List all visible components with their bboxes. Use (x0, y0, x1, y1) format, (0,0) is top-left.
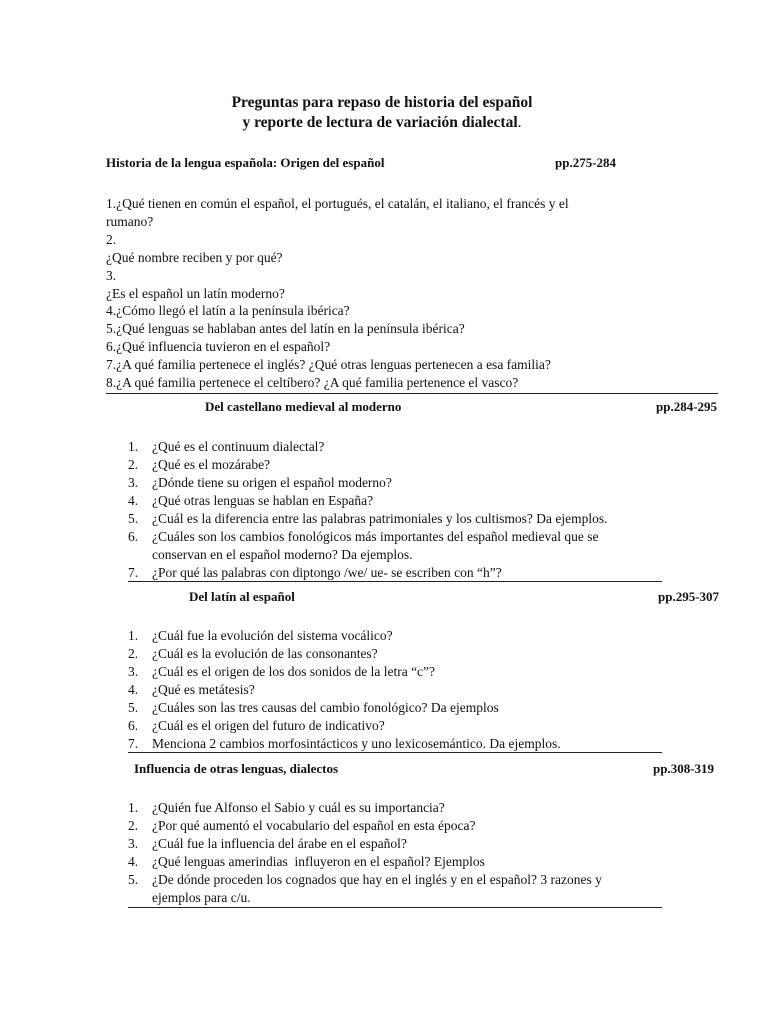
list-item (128, 853, 485, 871)
section-1-heading: Historia de la lengua española: Origen del español (106, 155, 385, 170)
list-item-number: 7. (128, 736, 139, 751)
list-item (128, 835, 407, 853)
list-item-text: ¿Cuál fue la influencia del árabe en el español? (152, 836, 407, 851)
list-item-text: ¿Cuál es el origen de los dos sonidos de la letra “c”? (152, 664, 436, 679)
list-item (128, 717, 385, 735)
list-item-number: 5. (128, 511, 139, 526)
section-1-line: rumano? (106, 214, 154, 229)
section-1-line: ¿Qué nombre reciben y por qué? (106, 250, 283, 265)
list-item-number: 3. (128, 475, 139, 490)
section-1-line: ¿Es el español un latín moderno? (106, 286, 285, 301)
list-item-number: 6. (128, 529, 139, 544)
list-item-number: 1. (128, 439, 139, 454)
list-item (128, 699, 499, 717)
list-item-number: 3. (128, 664, 139, 679)
list-item-text: ¿Por qué aumentó el vocabulario del español en esta época? (152, 818, 476, 833)
list-item-text: ¿Qué es el continuum dialectal? (152, 439, 325, 454)
section-1-line: 1.¿Qué tienen en común el español, el portugués, el catalán, el italiano, el francés y el (106, 196, 569, 211)
list-item (128, 735, 561, 753)
list-item-text: ¿Cuál es la evolución de las consonantes? (152, 646, 378, 661)
section-1-line: 6.¿Qué influencia tuvieron en el español? (106, 339, 331, 354)
list-item-text: ¿Qué lenguas amerindias influyeron en el español? Ejemplos (152, 854, 485, 869)
list-item-number: 2. (128, 457, 139, 472)
document-title-line-1: Preguntas para repaso de historia del español (231, 94, 533, 111)
list-item-text: ¿De dónde proceden los cognados que hay en el inglés y en el español? 3 razones y (152, 872, 602, 887)
section-2-heading: Del castellano medieval al moderno (205, 399, 402, 414)
list-item-text: ¿Qué otras lenguas se hablan en España? (152, 493, 374, 508)
list-item-text: ¿Cuál fue la evolución del sistema vocálico? (152, 628, 393, 643)
list-item-text: ¿Qué es metátesis? (152, 682, 255, 697)
section-1-line: 7.¿A qué familia pertenece el inglés? ¿Qué otras lenguas pertenecen a esa familia? (106, 357, 551, 372)
section-1-line: 3. (106, 268, 117, 283)
list-item (128, 510, 607, 528)
list-item-number: 7. (128, 565, 139, 580)
list-item (128, 564, 502, 582)
list-item-number: 5. (128, 872, 139, 887)
list-item-text: ¿Cuáles son los cambios fonológicos más importantes del español medieval que se (152, 529, 599, 544)
list-item-number: 4. (128, 682, 139, 697)
list-item-number: 2. (128, 646, 139, 661)
list-item (128, 627, 393, 645)
list-item (128, 663, 435, 681)
section-divider (128, 581, 662, 582)
section-divider (128, 907, 662, 908)
list-item-text: ejemplos para c/u. (152, 890, 251, 905)
list-item (128, 817, 476, 835)
list-item-text: ¿Cuáles son las tres causas del cambio fonológico? Da ejemplos (152, 700, 499, 715)
list-item-number: 6. (128, 718, 139, 733)
list-item-number: 1. (128, 628, 139, 643)
section-3-pages: pp.295-307 (658, 589, 720, 604)
list-item-number: 1. (128, 800, 139, 815)
list-item-text: conservan en el español moderno? Da ejemplos. (152, 547, 413, 562)
section-1-line: 5.¿Qué lenguas se hablaban antes del latín en la península ibérica? (106, 321, 465, 336)
section-divider (106, 393, 718, 394)
section-2-pages: pp.284-295 (656, 399, 718, 414)
list-item (128, 492, 373, 510)
list-item-text: Menciona 2 cambios morfosintácticos y uno lexicosemántico. Da ejemplos. (152, 736, 561, 751)
section-divider (128, 752, 662, 753)
list-item (128, 871, 602, 889)
list-item (128, 528, 599, 546)
list-item-continuation (128, 889, 251, 907)
list-item-number: 3. (128, 836, 139, 851)
section-4-heading: Influencia de otras lenguas, dialectos (134, 761, 339, 776)
list-item-number: 4. (128, 854, 139, 869)
document-title-line-2-text: y reporte de lectura de variación dialectal (242, 114, 518, 131)
section-1-line: 2. (106, 232, 117, 247)
list-item-text: ¿Cuál es el origen del futuro de indicativo? (152, 718, 385, 733)
list-item-number: 4. (128, 493, 139, 508)
list-item-number: 5. (128, 700, 139, 715)
list-item (128, 438, 324, 456)
section-4-pages: pp.308-319 (653, 761, 715, 776)
document-title-line-2 (0, 113, 764, 133)
list-item-continuation (128, 546, 413, 564)
list-item-number: 2. (128, 818, 139, 833)
section-1-line: 4.¿Cómo llegó el latín a la península ibérica? (106, 303, 350, 318)
section-1-line: 8.¿A qué familia pertenece el celtíbero? ¿A qué familia pertenence el vasco? (106, 375, 519, 390)
list-item-text: ¿Cuál es la diferencia entre las palabras patrimoniales y los cultismos? Da ejemplos. (152, 511, 608, 526)
list-item-text: ¿Por qué las palabras con diptongo /we/ ue- se escriben con “h”? (152, 565, 502, 580)
list-item (128, 799, 445, 817)
list-item-text: ¿Qué es el mozárabe? (152, 457, 271, 472)
section-1-pages: pp.275-284 (555, 155, 617, 170)
document-title-period: . (517, 114, 522, 131)
list-item-text: ¿Dónde tiene su origen el español moderno? (152, 475, 392, 490)
list-item (128, 456, 270, 474)
section-3-heading: Del latín al español (189, 589, 295, 604)
list-item-text: ¿Quién fue Alfonso el Sabio y cuál es su importancia? (152, 800, 445, 815)
list-item (128, 645, 378, 663)
list-item (128, 474, 392, 492)
list-item (128, 681, 255, 699)
